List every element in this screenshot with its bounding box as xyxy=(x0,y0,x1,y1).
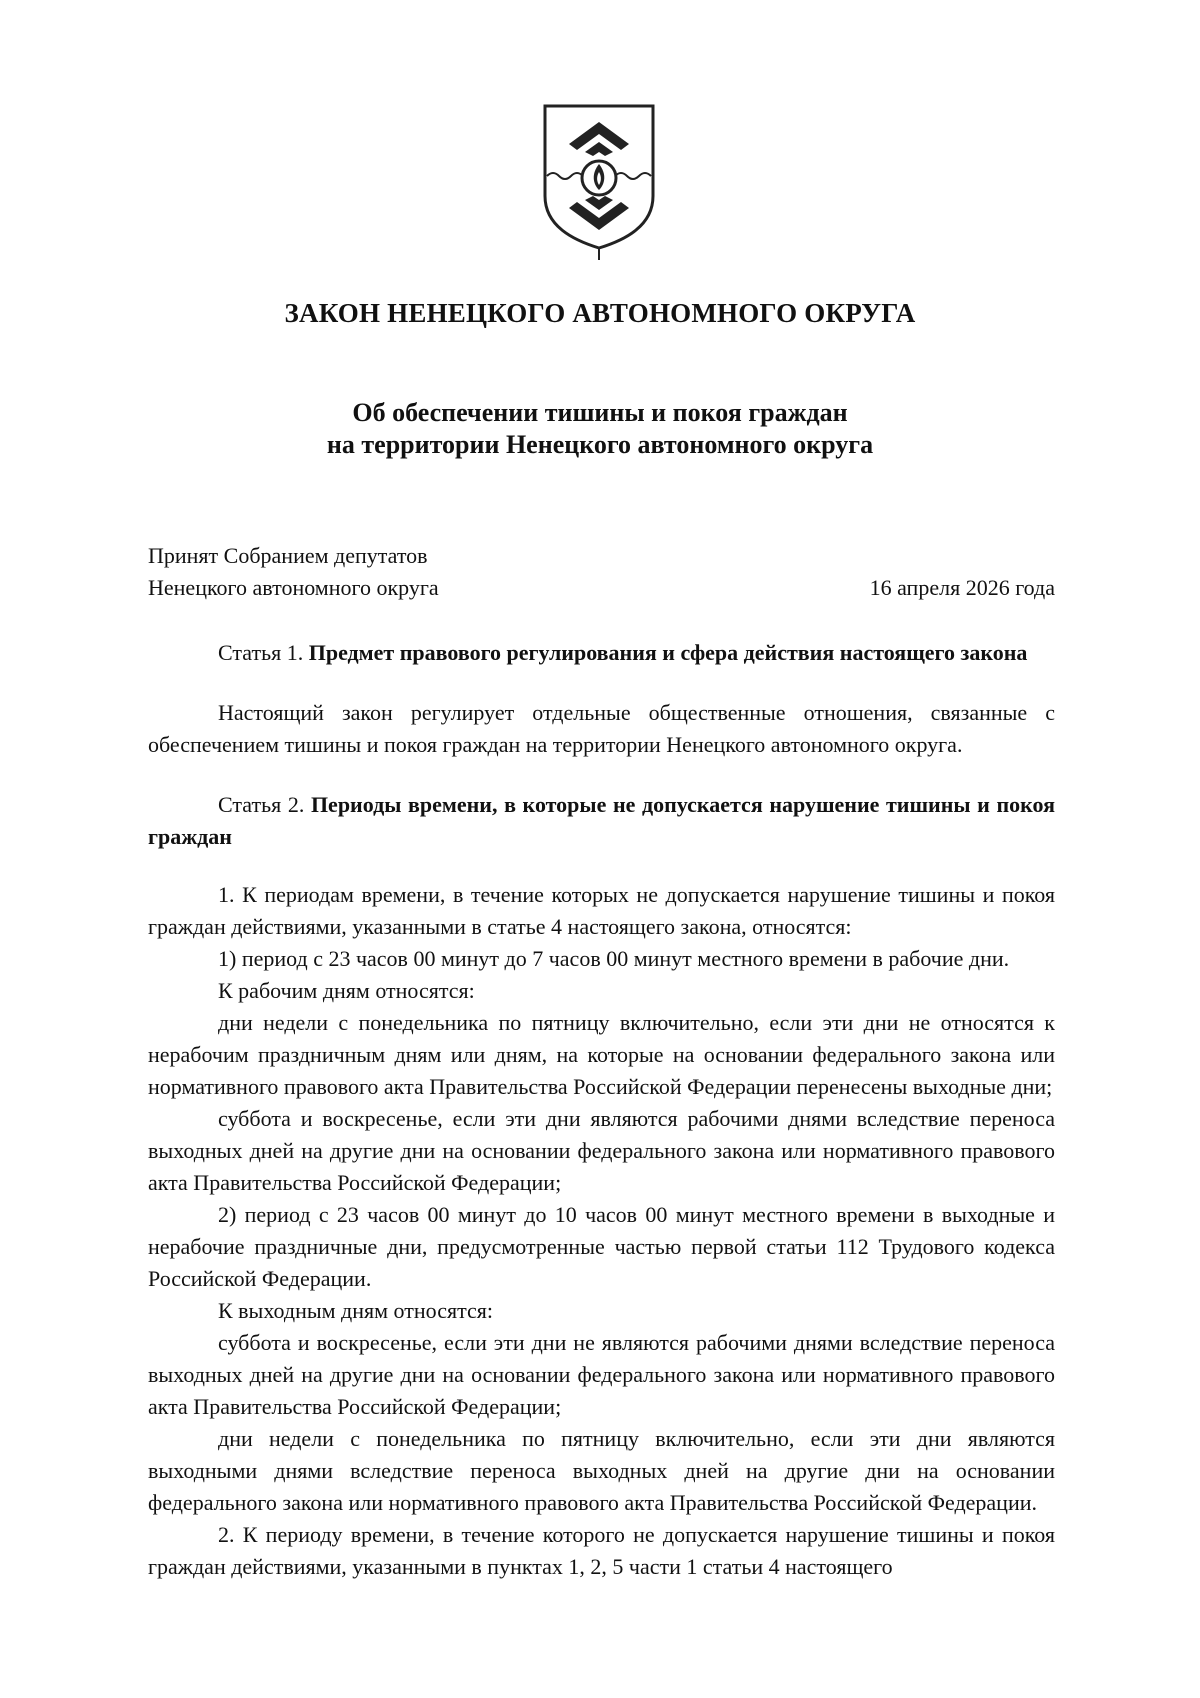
article-2-paragraph: дни недели с понедельника по пятницу включительно, если эти дни являются выходными днями вследствие переноса выходных дней на другие дни на основании федерального закона или нормативного правового акта Правительства Российской Федерации. xyxy=(148,1426,1055,1515)
subtitle-line-1: Об обеспечении тишины и покоя граждан xyxy=(352,398,848,427)
article-2-paragraph: 1) период с 23 часов 00 минут до 7 часов 00 минут местного времени в рабочие дни. xyxy=(218,946,1010,971)
law-body xyxy=(148,637,1055,1583)
adopted-by-line-2: Ненецкого автономного округа xyxy=(148,575,439,600)
article-2-prefix: Статья 2. xyxy=(218,792,311,817)
article-2-paragraph: суббота и воскресенье, если эти дни являются рабочими днями вследствие переноса выходных дней на другие дни на основании федерального закона или нормативного правового акта Правительства Российской Федерации; xyxy=(148,1106,1055,1195)
article-2-title: Периоды времени, в которые не допускается нарушение тишины и покоя граждан xyxy=(148,792,1055,849)
adopted-by-line-1: Принят Собранием депутатов xyxy=(148,543,428,568)
article-2-paragraph: К рабочим дням относятся: xyxy=(218,978,475,1003)
adoption-date: 16 апреля 2026 года xyxy=(869,575,1055,600)
article-2-paragraph: К выходным дням относятся: xyxy=(218,1298,493,1323)
article-2-paragraph: 2. К периоду времени, в течение которого не допускается нарушение тишины и покоя граждан действиями, указанными в пунктах 1, 2, 5 части 1 статьи 4 настоящего xyxy=(148,1522,1055,1579)
article-1-title: Предмет правового регулирования и сфера действия настоящего закона xyxy=(308,640,1028,665)
law-title: ЗАКОН НЕНЕЦКОГО АВТОНОМНОГО ОКРУГА xyxy=(284,298,916,328)
article-1-paragraph: Настоящий закон регулирует отдельные общественные отношения, связанные с обеспечением тишины и покоя граждан на территории Ненецкого автономного округа. xyxy=(148,700,1055,757)
subtitle-line-2: на территории Ненецкого автономного округа xyxy=(326,430,874,459)
article-2-paragraph: суббота и воскресенье, если эти дни не являются рабочими днями вследствие переноса выходных дней на другие дни на основании федерального закона или нормативного правового акта Правительства Российской Федерации; xyxy=(148,1330,1055,1419)
article-2-paragraph: 1. К периодам времени, в течение которых не допускается нарушение тишины и покоя граждан действиями, указанными в статье 4 настоящего закона, относятся: xyxy=(148,882,1055,939)
article-2-heading xyxy=(148,789,1055,853)
coat-of-arms-icon xyxy=(541,104,657,262)
article-2-paragraph: 2) период с 23 часов 00 минут до 10 часов 00 минут местного времени в выходные и нерабочие праздничные дни, предусмотренные частью первой статьи 112 Трудового кодекса Российской Федерации. xyxy=(148,1202,1055,1291)
law-subtitle xyxy=(0,397,1200,461)
article-1-prefix: Статья 1. xyxy=(218,640,309,665)
adoption-info xyxy=(148,540,439,604)
article-2-paragraph: дни недели с понедельника по пятницу включительно, если эти дни не относятся к нерабочим праздничным дням или дням, на которые на основании федерального закона или нормативного правового акта Правительства Российской Федерации перенесены выходные дни; xyxy=(148,1010,1055,1099)
article-1-heading xyxy=(148,637,1055,669)
